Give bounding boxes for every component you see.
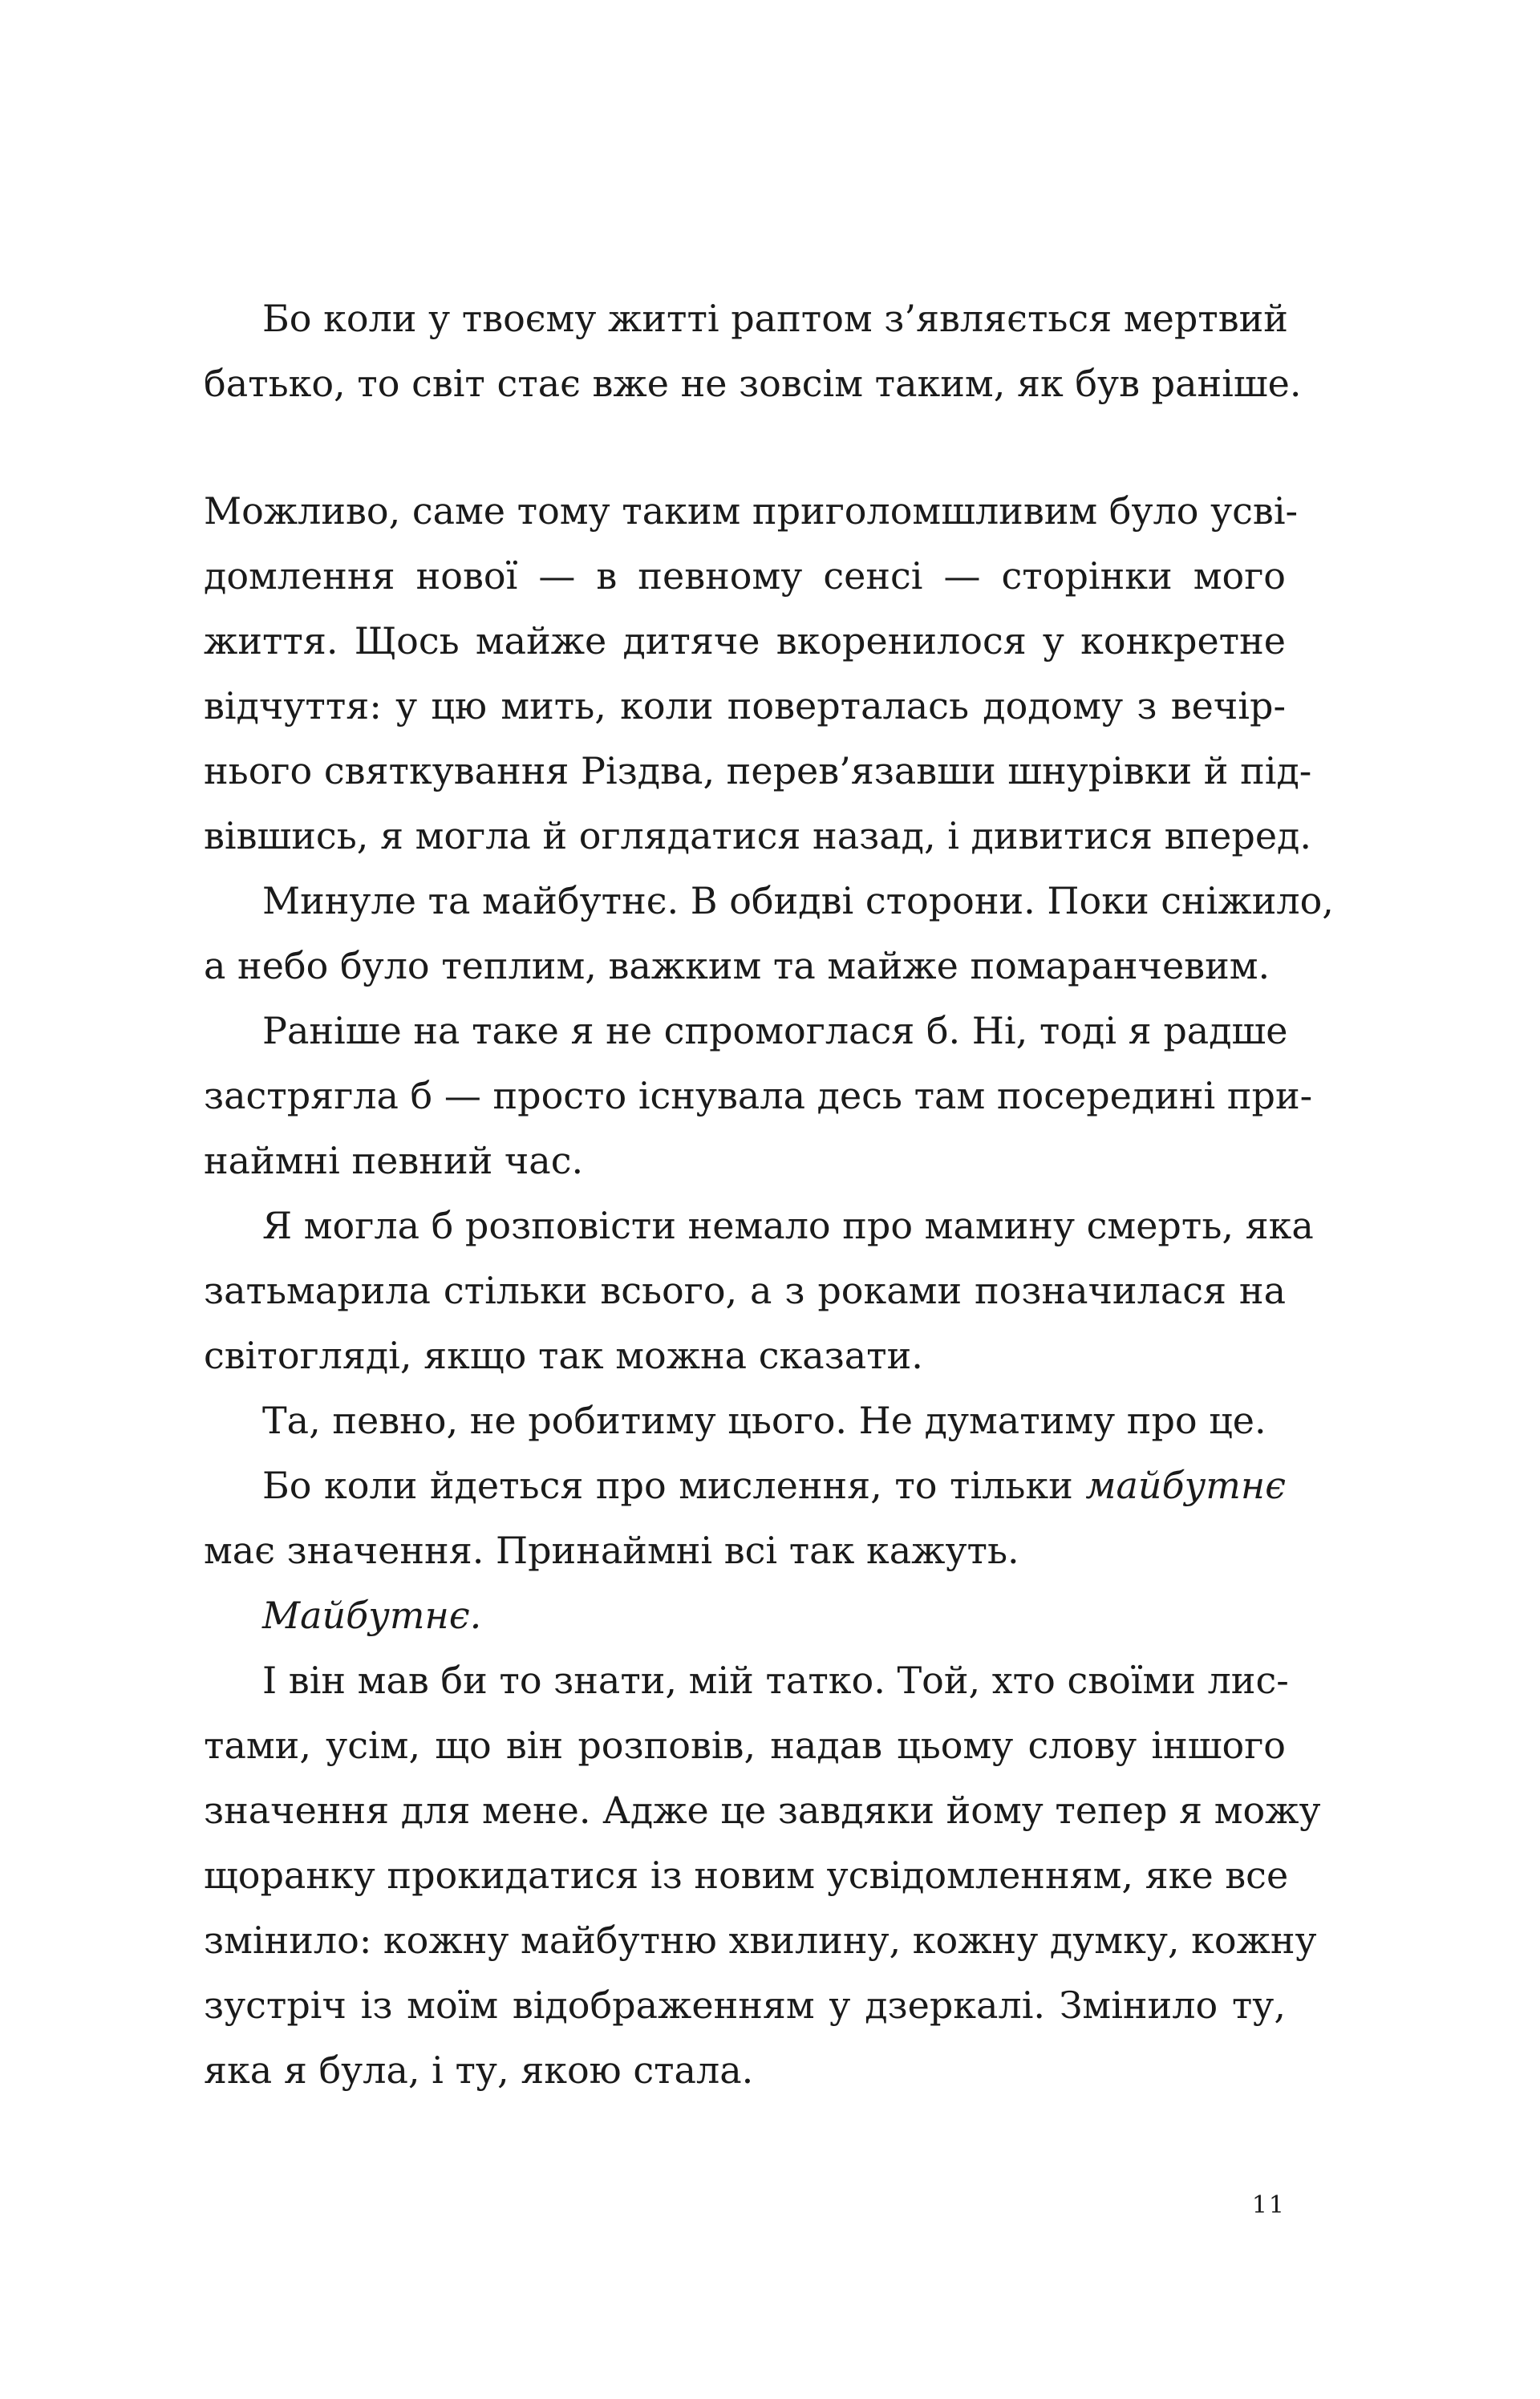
text-line: наймні певний час.: [204, 1139, 584, 1182]
text-line: [262, 1453, 1286, 1518]
text-line: батько, то світ стає вже не зовсім таким, як був раніше.: [204, 362, 1302, 405]
text-line: значення для мене. Адже це завдяки йому тепер я можу: [204, 1789, 1321, 1832]
text-line: затьмарила стільки всього, а з роками позначилася на: [204, 1269, 1286, 1312]
text-line: Минуле та майбутнє. В обидві сторони. Поки сніжило,: [262, 879, 1334, 922]
text-line: щоранку прокидатися із новим усвідомленням, яке все: [204, 1854, 1289, 1897]
text-line: Я могла б розповісти немало про мамину смерть, яка: [262, 1204, 1314, 1247]
text-line: змінило: кожну майбутню хвилину, кожну думку, кожну: [204, 1919, 1317, 1962]
text-line: нього святкування Різдва, перев’язавши шнурівки й під-: [204, 749, 1312, 792]
text-line: Та, певно, не робитиму цього. Не думатиму про це.: [262, 1399, 1266, 1442]
text-line: Можливо, саме тому таким приголомшливим було усві-: [204, 489, 1299, 533]
text-line: яка я була, і ту, якою стала.: [204, 2048, 754, 2092]
italic-word: майбутнє: [1085, 1464, 1286, 1507]
text-line: а небо було теплим, важким та майже помаранчевим.: [204, 944, 1270, 987]
text-line: Бо коли у твоєму житті раптом з’являється мертвий: [262, 297, 1288, 340]
text-line: І він мав би то знати, мій татко. Той, хто своїми лис-: [262, 1659, 1289, 1702]
text-line: світогляді, якщо так можна сказати.: [204, 1334, 923, 1377]
text-line: Раніше на таке я не спромоглася б. Ні, тоді я радше: [262, 1009, 1288, 1052]
page-number: 11: [1251, 2191, 1286, 2219]
text-line: має значення. Принаймні всі так кажуть.: [204, 1529, 1019, 1572]
text-line: домлення нової — в певному сенсі — сторінки мого: [204, 554, 1286, 598]
text-line: відчуття: у цю мить, коли поверталась додому з вечір-: [204, 684, 1286, 727]
text-line: вівшись, я могла й оглядатися назад, і дивитися вперед.: [204, 814, 1311, 857]
text-line: застрягла б — просто існувала десь там посередині при-: [204, 1074, 1313, 1117]
text-run: Бо коли йдеться про мислення, то тільки: [262, 1464, 1086, 1507]
italic-line: Майбутнє.: [262, 1594, 482, 1637]
text-line: зустріч із моїм відображенням у дзеркалі. Змінило ту,: [204, 1984, 1286, 2027]
text-line: життя. Щось майже дитяче вкоренилося у конкретне: [204, 619, 1286, 663]
text-line: тами, усім, що він розповів, надав цьому слову іншого: [204, 1724, 1286, 1767]
